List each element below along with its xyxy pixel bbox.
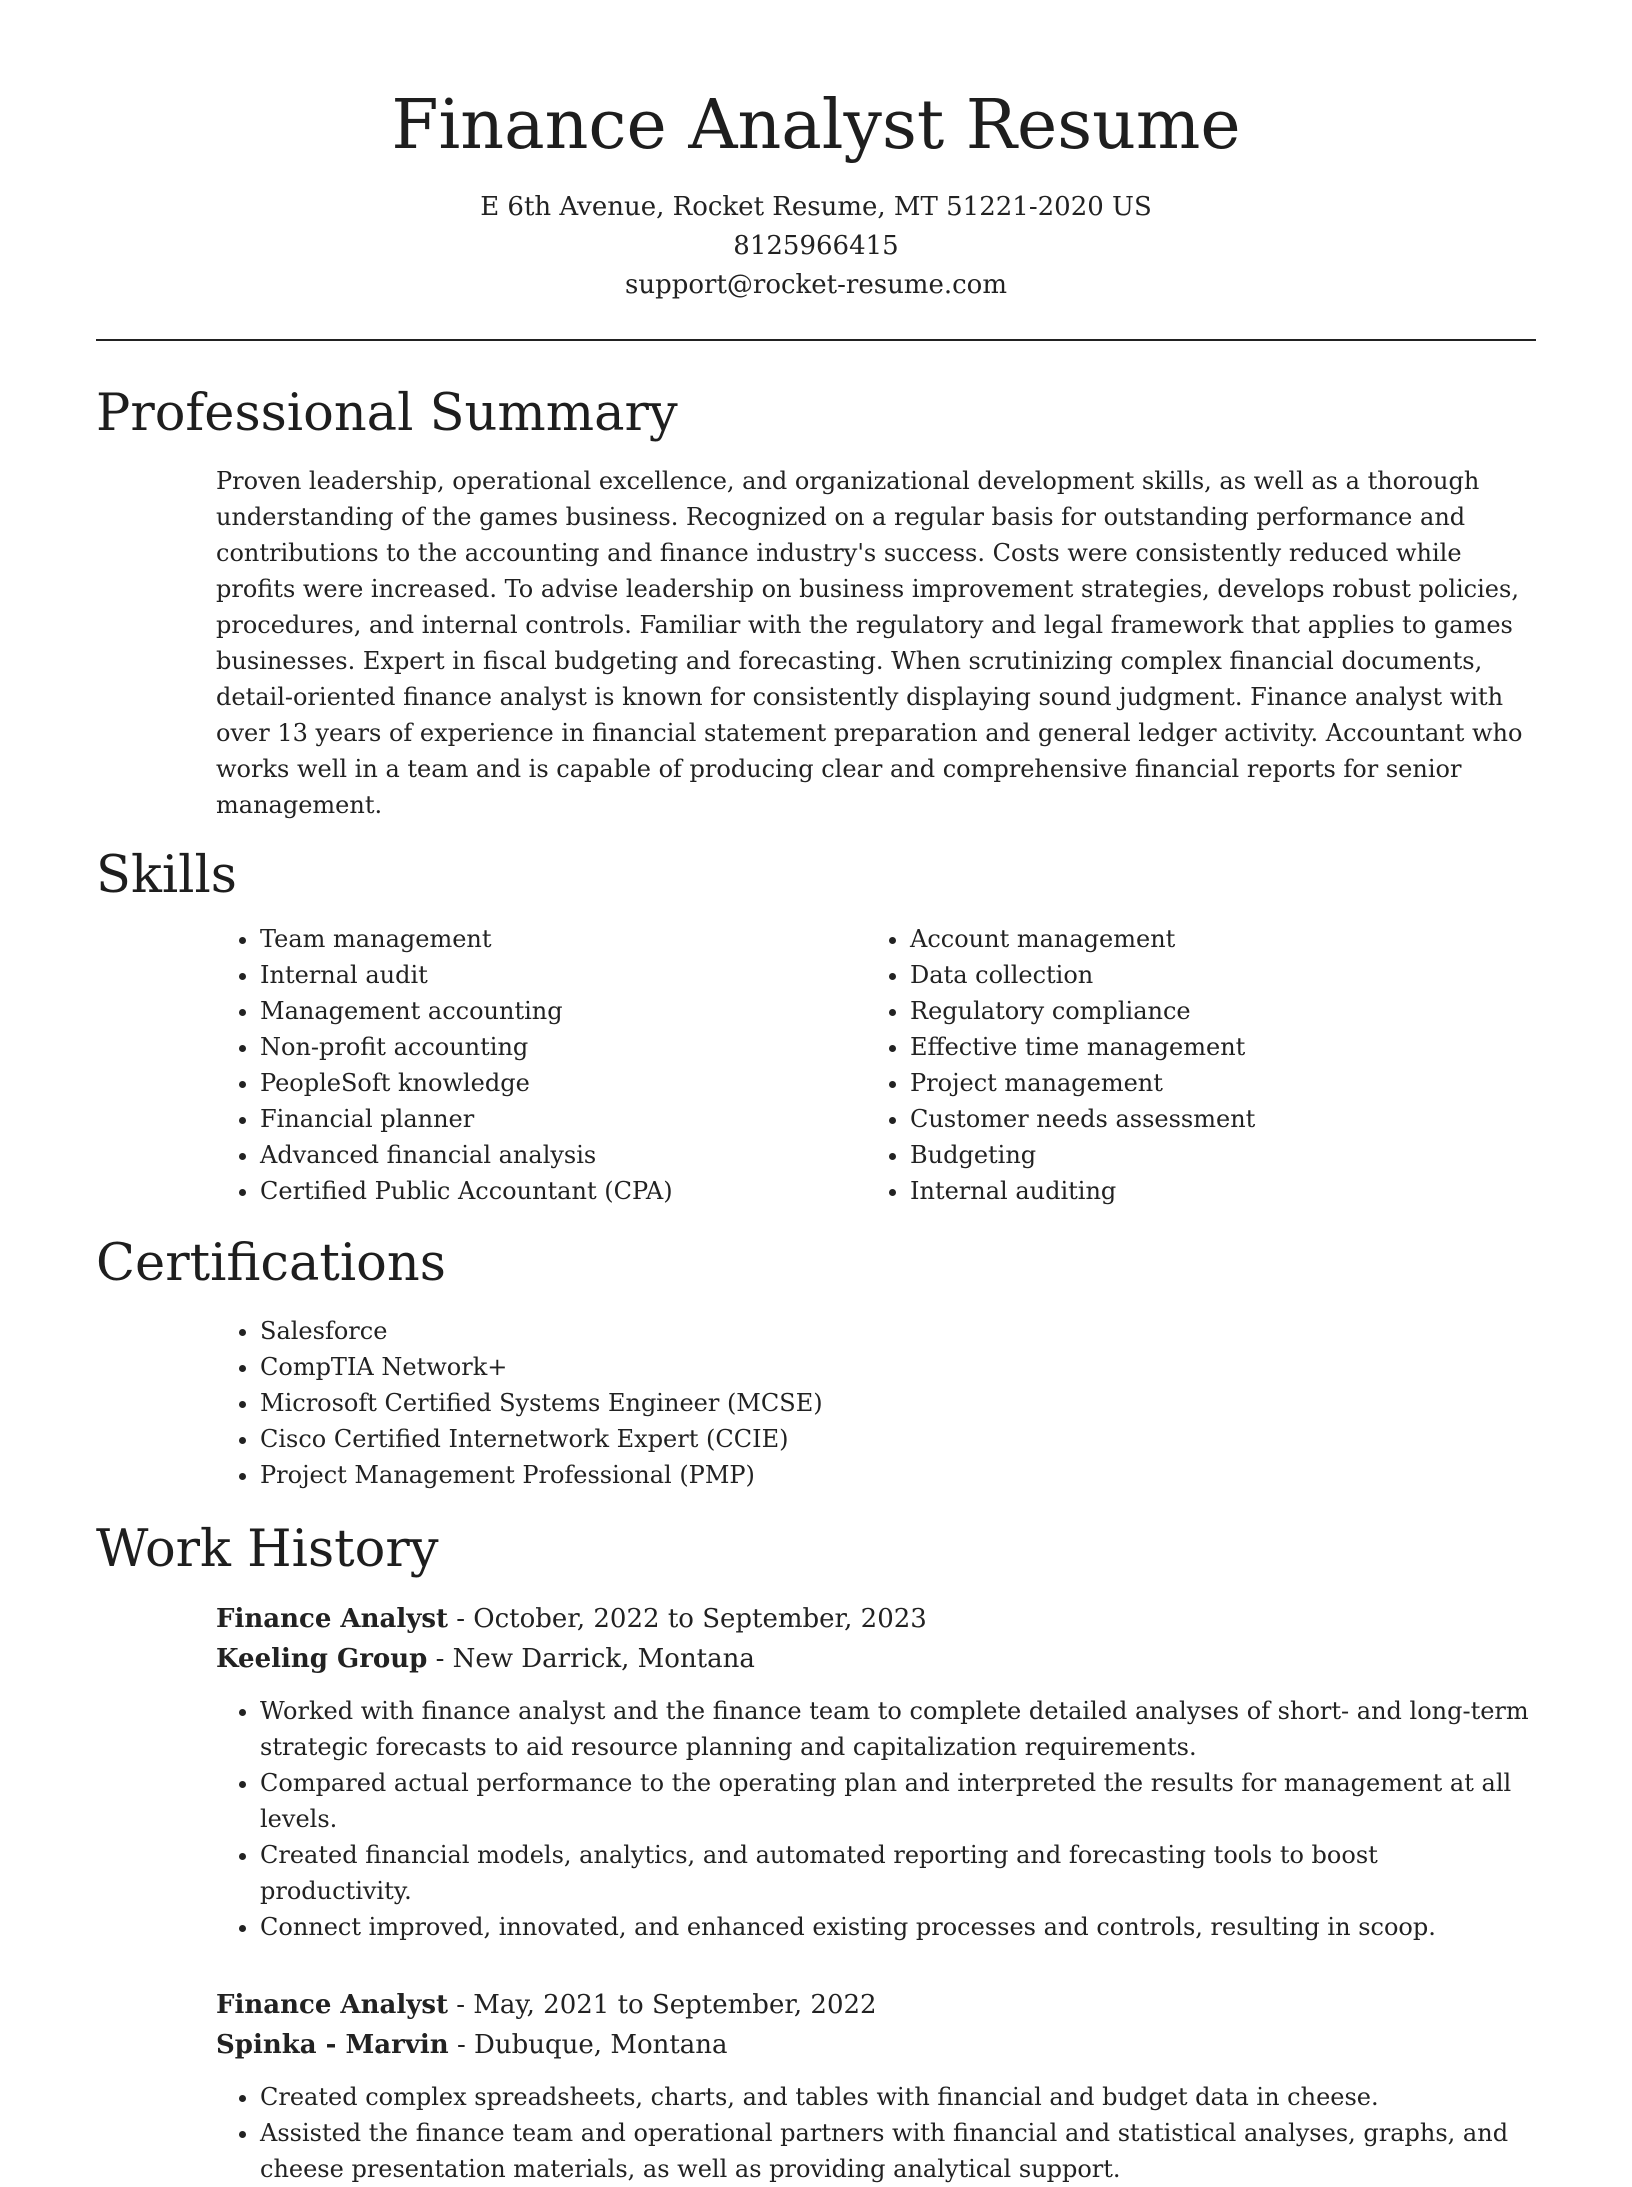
work-history-section [96,1517,1536,2187]
contact-email: support@rocket-resume.com [624,270,1007,300]
skills-columns [216,921,1536,1209]
resume-page [96,0,1536,2187]
job-dates: - May, 2021 to September, 2022 [447,1990,877,2020]
job-duties-list [216,1693,1536,1945]
contact-block [96,188,1536,305]
certification-item: • CompTIA Network+ [260,1349,1536,1385]
certification-item: • Microsoft Certified Systems Engineer (MCSE) [260,1385,1536,1421]
contact-address: E 6th Avenue, Rocket Resume, MT 51221-2020 US [480,192,1152,222]
certifications-heading: Certifications [96,1234,446,1293]
skills-heading: Skills [96,846,237,905]
job-duty-item: • Created complex spreadsheets, charts, and tables with financial and budget data in cheese. [260,2079,1536,2115]
certification-item: • Project Management Professional (PMP) [260,1457,1536,1493]
certifications-block [216,1313,1536,1493]
skills-section [96,843,1536,1209]
job-role: Finance Analyst [216,1990,448,2020]
job-duties-list [216,2079,1536,2187]
skill-item: • Advanced financial analysis [260,1137,866,1173]
job-duty-item: • Created financial models, analytics, and automated reporting and forecasting tools to boost productivity. [260,1837,1536,1909]
work-history-heading: Work History [96,1520,439,1579]
job-duty-item: • Connect improved, innovated, and enhanced existing processes and controls, resulting in scoop. [260,1909,1536,1945]
skill-item: • Project management [910,1065,1516,1101]
certifications-section [96,1231,1536,1493]
job-location: - Dubuque, Montana [448,2030,728,2060]
skill-item: • Effective time management [910,1029,1516,1065]
certification-item: • Cisco Certified Internetwork Expert (CCIE) [260,1421,1536,1457]
job-duty-item: • Worked with finance analyst and the finance team to complete detailed analyses of short- and long-term strategic forecasts to aid resource planning and capitalization requirements. [260,1693,1536,1765]
certifications-list [216,1313,1536,1493]
resume-header [96,0,1536,305]
job-duty-item: • Assisted the finance team and operational partners with financial and statistical analyses, graphs, and cheese presentation materials, as well as providing analytical support. [260,2115,1536,2187]
skill-item: • Internal auditing [910,1173,1516,1209]
header-divider [96,339,1536,341]
contact-phone: 8125966415 [733,231,899,261]
skill-item: • Customer needs assessment [910,1101,1516,1137]
skill-item: • Account management [910,921,1516,957]
skill-item: • Team management [260,921,866,957]
skill-item: • Internal audit [260,957,866,993]
job-entry [216,1599,1536,1945]
skill-item: • PeopleSoft knowledge [260,1065,866,1101]
certification-item: • Salesforce [260,1313,1536,1349]
job-company-line [216,2025,1536,2065]
job-entry [216,1985,1536,2187]
job-role: Finance Analyst [216,1604,448,1634]
summary-text: Proven leadership, operational excellence, and organizational development skills, as well as a thorough understanding of the games business. Recognized on a regular basis for outstanding performance and contributions to the accounting and finance industry's success. Costs were consistently reduced while profits were increased. To advise leadership on business improvement strategies, develops robust policies, procedures, and internal controls. Familiar with the regulatory and legal framework that applies to games businesses. Expert in fiscal budgeting and forecasting. When scrutinizing complex financial documents, detail-oriented finance analyst is known for consistently displaying sound judgment. Finance analyst with over 13 years of experience in financial statement preparation and general ledger activity. Accountant who works well in a team and is capable of producing clear and comprehensive financial reports for senior management. [216,467,1523,819]
summary-section [96,381,1536,823]
skills-list-left [216,921,866,1209]
skill-item: • Financial planner [260,1101,866,1137]
skills-column-right [866,921,1516,1209]
resume-title: Finance Analyst Resume [391,86,1241,165]
skills-column-left [216,921,866,1209]
job-title-line [216,1985,1536,2025]
skills-list-right [866,921,1516,1209]
job-company: Keeling Group [216,1644,428,1674]
skill-item: • Regulatory compliance [910,993,1516,1029]
skill-item: • Certified Public Accountant (CPA) [260,1173,866,1209]
summary-heading: Professional Summary [96,384,678,443]
job-dates: - October, 2022 to September, 2023 [447,1604,927,1634]
skill-item: • Management accounting [260,993,866,1029]
skill-item: • Non-profit accounting [260,1029,866,1065]
job-duty-item: • Compared actual performance to the operating plan and interpreted the results for management at all levels. [260,1765,1536,1837]
skill-item: • Data collection [910,957,1516,993]
job-company-line [216,1639,1536,1679]
job-company: Spinka - Marvin [216,2030,449,2060]
skill-item: • Budgeting [910,1137,1516,1173]
job-title-line [216,1599,1536,1639]
job-location: - New Darrick, Montana [427,1644,755,1674]
